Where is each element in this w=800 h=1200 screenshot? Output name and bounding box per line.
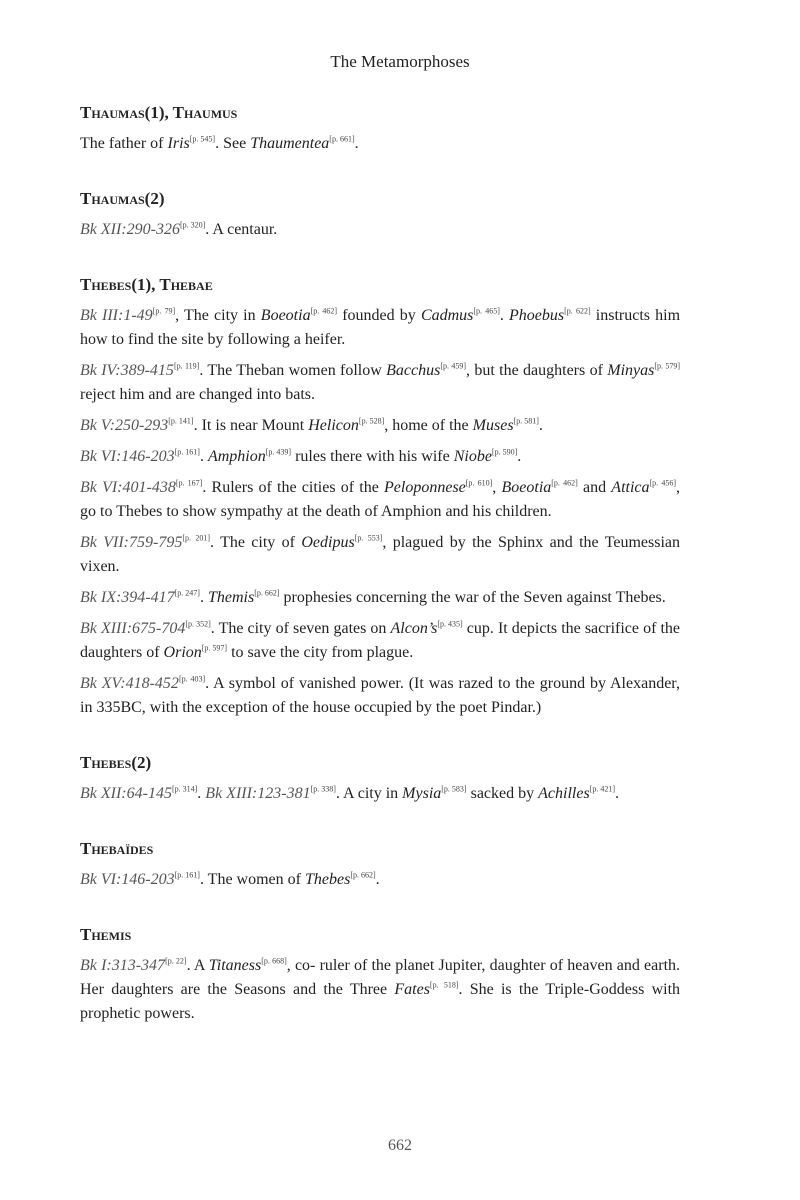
book-reference-link[interactable]: Bk VI:401-438 bbox=[80, 479, 176, 496]
page-reference[interactable]: [p. 662] bbox=[254, 588, 280, 598]
cross-reference-link[interactable]: Themis bbox=[207, 589, 255, 606]
body-text: and bbox=[577, 479, 612, 496]
cross-reference-link[interactable]: Boeotia bbox=[260, 307, 311, 324]
book-reference-link[interactable]: Bk XIII:675-704 bbox=[80, 620, 186, 637]
body-text: . bbox=[615, 785, 619, 802]
cross-reference-link[interactable]: Cadmus bbox=[420, 307, 474, 324]
body-text: sacked by bbox=[466, 785, 539, 802]
cross-reference-link[interactable]: Boeotia bbox=[501, 479, 552, 496]
body-text: . She is the Triple-Goddess with prophetic powers. bbox=[80, 981, 681, 1022]
book-reference-link[interactable]: Bk XII:64-145 bbox=[80, 785, 172, 802]
page-body bbox=[80, 100, 680, 1033]
page-reference[interactable]: [p. 661] bbox=[329, 134, 355, 144]
body-text: . bbox=[517, 448, 522, 465]
body-text: . bbox=[538, 417, 543, 434]
body-text: . bbox=[354, 135, 359, 152]
cross-reference-link[interactable]: Alcon’s bbox=[390, 620, 438, 637]
book-reference-link[interactable]: Bk XII:290-326 bbox=[80, 221, 180, 238]
body-text: The father of bbox=[80, 135, 168, 152]
page-reference[interactable]: [p. 247] bbox=[174, 588, 200, 598]
entry-heading: Thebaïdes bbox=[80, 839, 154, 858]
page-reference[interactable]: [p. 22] bbox=[165, 956, 187, 966]
cross-reference-link[interactable]: Achilles bbox=[538, 785, 590, 802]
body-text: . bbox=[199, 589, 208, 606]
book-reference-link[interactable]: Bk VI:146-203 bbox=[80, 448, 175, 465]
page-reference[interactable]: [p. 167] bbox=[175, 478, 203, 488]
entry-paragraph bbox=[80, 672, 680, 720]
body-text: . bbox=[197, 785, 206, 802]
page-reference[interactable]: [p. 338] bbox=[310, 784, 336, 794]
page-reference[interactable]: [p. 403] bbox=[178, 674, 206, 684]
page-reference[interactable]: [p. 583] bbox=[441, 784, 467, 794]
body-text: cup. It depicts the sacrifice of the daughters of bbox=[80, 620, 681, 661]
page-reference[interactable]: [p. 201] bbox=[182, 533, 211, 543]
page-reference[interactable]: [p. 518] bbox=[429, 980, 459, 990]
body-text: rules there with his wife bbox=[291, 448, 454, 465]
running-head: The Metamorphoses bbox=[330, 52, 470, 71]
entry-paragraph bbox=[80, 445, 680, 469]
entry-paragraph bbox=[80, 304, 680, 352]
entry-paragraph bbox=[80, 617, 680, 665]
entry-paragraph bbox=[80, 782, 680, 806]
cross-reference-link[interactable]: Thaumentea bbox=[250, 135, 330, 152]
entry-heading: Thaumas(1), Thaumus bbox=[80, 103, 238, 122]
book-reference-link[interactable]: Bk XV:418-452 bbox=[80, 675, 179, 692]
book-reference-link[interactable]: Bk III:1-49 bbox=[80, 307, 153, 324]
entry-paragraph bbox=[80, 954, 680, 1026]
book-reference-link[interactable]: Bk I:313-347 bbox=[80, 957, 166, 974]
cross-reference-link[interactable]: Phoebus bbox=[509, 307, 565, 324]
page-reference[interactable]: [p. 141] bbox=[168, 416, 194, 426]
cross-reference-link[interactable]: Orion bbox=[163, 644, 202, 661]
body-text: . A symbol of vanished power. (It was razed to the ground by Alexander, in 335BC, with the exception of the house occupied by the poet Pindar.) bbox=[80, 675, 680, 716]
body-text: founded by bbox=[337, 307, 421, 324]
body-text: . bbox=[375, 871, 380, 888]
body-text: . A city in bbox=[335, 785, 403, 802]
page-reference[interactable]: [p. 161] bbox=[174, 447, 200, 457]
book-reference-link[interactable]: Bk V:250-293 bbox=[80, 417, 169, 434]
page-reference[interactable]: [p. 320] bbox=[179, 220, 206, 230]
body-text: , plagued by the Sphinx and the Teumessian vixen. bbox=[80, 534, 681, 575]
cross-reference-link[interactable]: Peloponnese bbox=[384, 479, 466, 496]
page-reference[interactable]: [p. 456] bbox=[649, 478, 677, 488]
body-text: . The women of bbox=[199, 871, 305, 888]
entry-paragraph bbox=[80, 359, 680, 407]
page-reference[interactable]: [p. 553] bbox=[354, 533, 383, 543]
page-reference[interactable]: [p. 590] bbox=[491, 447, 518, 457]
page-reference[interactable]: [p. 119] bbox=[173, 361, 200, 371]
entry-paragraph bbox=[80, 476, 680, 524]
body-text: prophesies concerning the war of the Seven against Thebes. bbox=[279, 589, 666, 606]
page-reference[interactable]: [p. 610] bbox=[465, 478, 493, 488]
body-text: to save the city from plague. bbox=[227, 644, 414, 661]
page-reference[interactable]: [p. 668] bbox=[261, 956, 287, 966]
book-reference-link[interactable]: Bk XIII:123-381 bbox=[205, 785, 311, 802]
cross-reference-link[interactable]: Bacchus bbox=[386, 362, 441, 379]
book-reference-link[interactable]: Bk IX:394-417 bbox=[80, 589, 175, 606]
page-number: 662 bbox=[388, 1137, 412, 1154]
page-reference[interactable]: [p. 421] bbox=[589, 784, 615, 794]
page-reference[interactable]: [p. 528] bbox=[358, 416, 385, 426]
page-reference[interactable]: [p. 465] bbox=[473, 306, 500, 316]
body-text: . The Theban women follow bbox=[199, 362, 387, 379]
page-reference[interactable]: [p. 462] bbox=[551, 478, 578, 488]
body-text: , The city in bbox=[175, 307, 261, 324]
cross-reference-link[interactable]: Niobe bbox=[453, 448, 492, 465]
page-reference[interactable]: [p. 579] bbox=[654, 361, 681, 371]
cross-reference-link[interactable]: Amphion bbox=[207, 448, 266, 465]
cross-reference-link[interactable]: Helicon bbox=[308, 417, 359, 434]
body-text: . A centaur. bbox=[205, 221, 278, 238]
body-text: . The city of seven gates on bbox=[210, 620, 391, 637]
page-reference[interactable]: [p. 545] bbox=[189, 134, 216, 144]
body-text: . A bbox=[186, 957, 209, 974]
page-reference[interactable]: [p. 79] bbox=[152, 306, 176, 316]
entry-paragraph bbox=[80, 868, 680, 892]
body-text: . bbox=[199, 448, 208, 465]
body-text: , co- ruler of the planet Jupiter, daughter of heaven and earth. Her daughters are the Seasons and the Three bbox=[80, 957, 681, 998]
body-text: , bbox=[492, 479, 502, 496]
entry-paragraph bbox=[80, 531, 680, 579]
book-reference-link[interactable]: Bk IV:389-415 bbox=[80, 362, 174, 379]
entry-heading: Themis bbox=[80, 925, 132, 944]
page-reference[interactable]: [p. 581] bbox=[513, 416, 539, 426]
entry-heading: Thaumas(2) bbox=[80, 189, 165, 208]
entry-paragraph bbox=[80, 132, 680, 156]
glossary-entry bbox=[80, 272, 680, 720]
cross-reference-link[interactable]: Iris bbox=[167, 135, 190, 152]
glossary-entry bbox=[80, 836, 680, 892]
cross-reference-link[interactable]: Fates bbox=[394, 981, 430, 998]
page-reference[interactable]: [p. 459] bbox=[440, 361, 467, 371]
body-text: . Rulers of the cities of the bbox=[202, 479, 385, 496]
entry-paragraph bbox=[80, 586, 680, 610]
entry-paragraph bbox=[80, 218, 680, 242]
page-reference[interactable]: [p. 462] bbox=[310, 306, 338, 316]
glossary-entry bbox=[80, 186, 680, 242]
entry-paragraph bbox=[80, 414, 680, 438]
cross-reference-link[interactable]: Thebes bbox=[304, 871, 351, 888]
cross-reference-link[interactable]: Oedipus bbox=[301, 534, 355, 551]
book-reference-link[interactable]: Bk VI:146-203 bbox=[80, 871, 175, 888]
page-reference[interactable]: [p. 352] bbox=[185, 619, 211, 629]
book-reference-link[interactable]: Bk VII:759-795 bbox=[80, 534, 183, 551]
cross-reference-link[interactable]: Minyas bbox=[607, 362, 655, 379]
body-text: . See bbox=[215, 135, 251, 152]
entry-heading: Thebes(1), Thebae bbox=[80, 275, 213, 294]
body-text: instructs him how to find the site by following a heifer. bbox=[80, 307, 681, 348]
entry-heading: Thebes(2) bbox=[80, 753, 152, 772]
cross-reference-link[interactable]: Titaness bbox=[208, 957, 262, 974]
page-reference[interactable]: [p. 314] bbox=[171, 784, 198, 794]
body-text: . The city of bbox=[210, 534, 302, 551]
page-reference[interactable]: [p. 439] bbox=[265, 447, 292, 457]
glossary-entry bbox=[80, 922, 680, 1026]
page-reference[interactable]: [p. 662] bbox=[350, 870, 376, 880]
cross-reference-link[interactable]: Muses bbox=[472, 417, 514, 434]
body-text: reject him and are changed into bats. bbox=[80, 386, 316, 403]
body-text: . It is near Mount bbox=[193, 417, 309, 434]
page-reference[interactable]: [p. 435] bbox=[437, 619, 463, 629]
body-text: . bbox=[499, 307, 510, 324]
glossary-entry bbox=[80, 750, 680, 806]
cross-reference-link[interactable]: Attica bbox=[611, 479, 650, 496]
body-text: , home of the bbox=[384, 417, 473, 434]
page-reference[interactable]: [p. 597] bbox=[201, 643, 228, 653]
body-text: , but the daughters of bbox=[466, 362, 608, 379]
page-reference[interactable]: [p. 161] bbox=[174, 870, 200, 880]
body-text: , go to Thebes to show sympathy at the death of Amphion and his children. bbox=[80, 479, 681, 520]
glossary-entry bbox=[80, 100, 680, 156]
page-reference[interactable]: [p. 622] bbox=[564, 306, 591, 316]
cross-reference-link[interactable]: Mysia bbox=[402, 785, 442, 802]
